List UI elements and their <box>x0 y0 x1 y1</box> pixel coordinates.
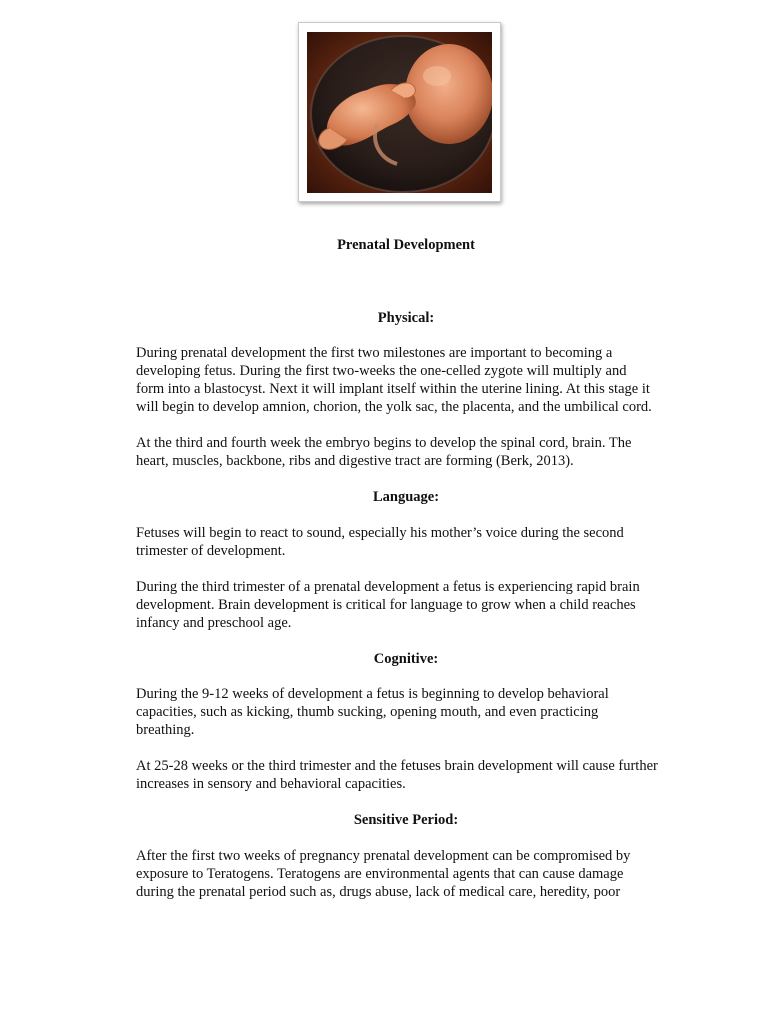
text-line: trimester of development. <box>136 543 286 559</box>
heading-sensitive-period: Sensitive Period: <box>353 812 459 828</box>
text-line: developing fetus. During the first two-weeks the one-celled zygote will multiply and <box>136 363 627 379</box>
text-line: increases in sensory and behavioral capacities. <box>136 776 406 792</box>
text-line: Fetuses will begin to react to sound, especially his mother’s voice during the second <box>136 525 624 541</box>
text-line: will begin to develop amnion, chorion, the yolk sac, the placenta, and the umbilical cord. <box>136 399 652 415</box>
fetus-photo-frame <box>298 22 501 202</box>
heading-language: Language: <box>372 489 440 505</box>
sensitive-paragraph-1 <box>136 847 696 901</box>
heading-cognitive: Cognitive: <box>373 651 439 667</box>
text-line: breathing. <box>136 722 195 738</box>
text-line: exposure to Teratogens. Teratogens are environmental agents that can cause damage <box>136 866 624 882</box>
text-line: During the third trimester of a prenatal development a fetus is experiencing rapid brain <box>136 579 640 595</box>
language-paragraph-1 <box>136 524 696 560</box>
text-line: infancy and preschool age. <box>136 615 292 631</box>
text-line: During prenatal development the first two milestones are important to becoming a <box>136 345 613 361</box>
fetus-photo <box>307 32 492 193</box>
physical-paragraph-1 <box>136 344 696 416</box>
heading-physical: Physical: <box>377 310 435 326</box>
document-title: Prenatal Development <box>337 237 475 253</box>
physical-paragraph-2 <box>136 434 696 470</box>
text-line: form into a blastocyst. Next it will implant itself within the uterine lining. At this stage it <box>136 381 650 397</box>
cognitive-paragraph-1 <box>136 685 696 739</box>
text-line: during the prenatal period such as, drugs abuse, lack of medical care, heredity, poor <box>136 884 621 900</box>
text-line: At the third and fourth week the embryo begins to develop the spinal cord, brain. The <box>136 435 632 451</box>
text-line: At 25-28 weeks or the third trimester and the fetuses brain development will cause further <box>136 758 658 774</box>
text-line: capacities, such as kicking, thumb sucking, opening mouth, and even practicing <box>136 704 599 720</box>
text-line: heart, muscles, backbone, ribs and digestive tract are forming (Berk, 2013). <box>136 453 574 469</box>
text-line: During the 9-12 weeks of development a fetus is beginning to develop behavioral <box>136 686 609 702</box>
language-paragraph-2 <box>136 578 696 632</box>
text-line: development. Brain development is critical for language to grow when a child reaches <box>136 597 636 613</box>
cognitive-paragraph-2 <box>136 757 696 793</box>
text-line: After the first two weeks of pregnancy prenatal development can be compromised by <box>136 848 631 864</box>
